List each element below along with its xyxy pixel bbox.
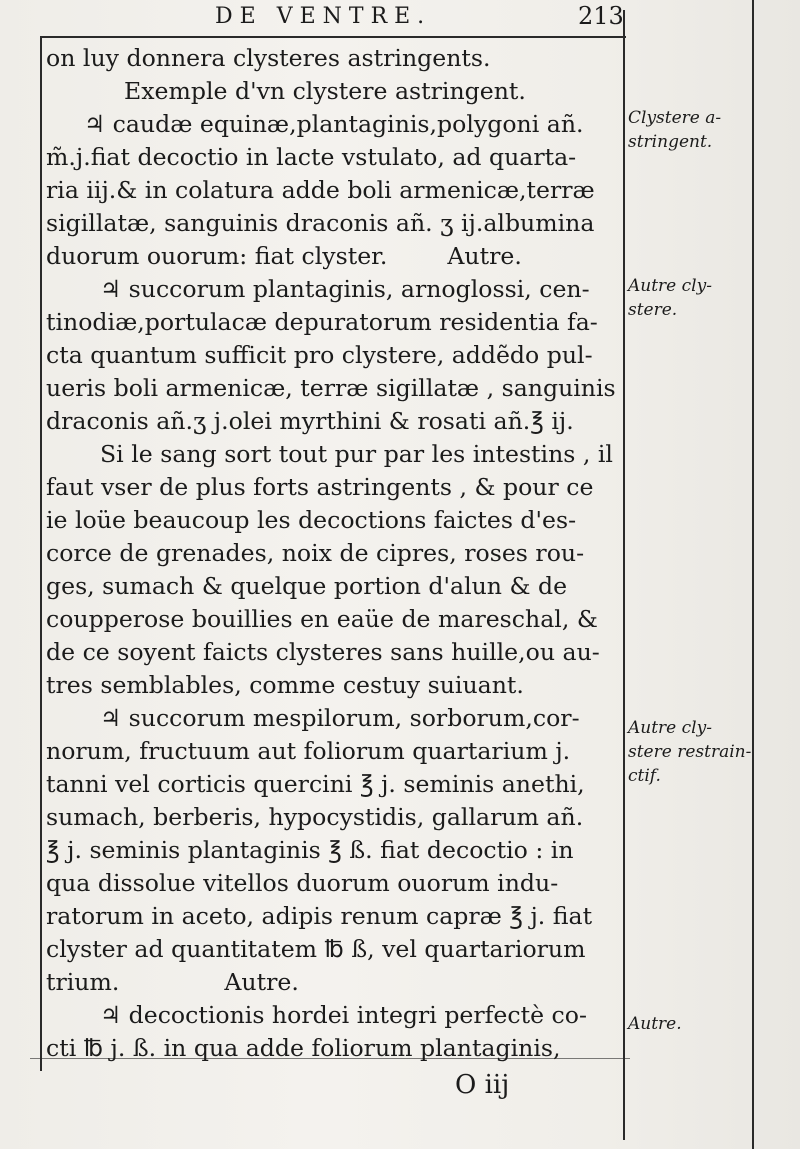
- text-line: trium. Autre.: [46, 968, 299, 996]
- margin-note-autre-clystere-restrainctif: Autre cly- stere restrain- ctif.: [628, 718, 752, 786]
- running-title: DE VENTRE.: [215, 4, 432, 29]
- text-line: Exemple d'vn clystere astringent.: [124, 77, 526, 105]
- text-line: ℥ j. seminis plantaginis ℥ ß. fiat decoctio : in: [46, 836, 574, 864]
- margin-note-clystere-astringent: Clystere a- stringent.: [628, 108, 722, 152]
- text-line: qua dissolue vitellos duorum ouorum indu-: [46, 869, 559, 897]
- text-line: Si le sang sort tout pur par les intestins , il: [100, 440, 613, 468]
- text-line: coupperose bouillies en eaüe de mareschal, &: [46, 605, 598, 633]
- text-line: clyster ad quantitatem ℔ ß, vel quartariorum: [46, 935, 586, 963]
- text-line: ria iij.& in colatura adde boli armenicæ,terræ: [46, 176, 595, 204]
- text-line: tres semblables, comme cestuy suiuant.: [46, 671, 524, 699]
- text-line: ges, sumach & quelque portion d'alun & de: [46, 572, 568, 600]
- text-line: tinodiæ,portulacæ depuratorum residentia fa-: [46, 308, 598, 336]
- page-number: 213: [578, 2, 624, 30]
- text-line: m̃.j.fiat decoctio in lacte vstulato, ad quarta-: [46, 143, 577, 171]
- text-line: de ce soyent faicts clysteres sans huille,ou au-: [46, 638, 600, 666]
- text-line: tanni vel corticis quercini ℥ j. seminis anethi,: [46, 770, 585, 798]
- text-line: sumach, berberis, hypocystidis, gallarum añ.: [46, 803, 584, 831]
- margin-note-autre-clystere: Autre cly- stere.: [628, 276, 712, 320]
- text-line: norum, fructuum aut foliorum quartarium j.: [46, 737, 571, 765]
- text-line: faut vser de plus forts astringents , & pour ce: [46, 473, 594, 501]
- text-line: cti ℔ j. ß. in qua adde foliorum plantaginis,: [46, 1034, 561, 1062]
- text-line: ♃ caudæ equinæ,plantaginis,polygoni añ.: [84, 110, 584, 138]
- text-line: cta quantum sufficit pro clystere, addẽdo pul-: [46, 341, 593, 369]
- text-line: ratorum in aceto, adipis renum capræ ℥ j. fiat: [46, 902, 593, 930]
- show-through-text: [640, 60, 790, 80]
- text-line: sigillatæ, sanguinis draconis añ. ʒ ij.albumina: [46, 209, 595, 237]
- text-line: ie loüe beaucoup les decoctions faictes d'es-: [46, 506, 577, 534]
- running-head-rule: [40, 36, 626, 38]
- text-line: ♃ decoctionis hordei integri perfectè co-: [100, 1001, 587, 1029]
- left-text-rule: [40, 36, 42, 1071]
- outer-margin-rule: [752, 0, 754, 1149]
- margin-note-autre: Autre.: [628, 1014, 682, 1034]
- text-line: ueris boli armenicæ, terræ sigillatæ , sanguinis: [46, 374, 616, 402]
- text-line: corce de grenades, noix de cipres, roses rou-: [46, 539, 585, 567]
- body-text: [46, 42, 624, 1065]
- text-line: ♃ succorum plantaginis, arnoglossi, cen-: [100, 275, 590, 303]
- text-line: on luy donnera clysteres astringents.: [46, 44, 491, 72]
- text-line: duorum ouorum: fiat clyster. Autre.: [46, 242, 522, 270]
- text-line: ♃ succorum mespilorum, sorborum,cor-: [100, 704, 580, 732]
- signature-mark: O iij: [455, 1070, 510, 1100]
- text-line: draconis añ.ʒ j.olei myrthini & rosati añ.℥ ij.: [46, 407, 574, 435]
